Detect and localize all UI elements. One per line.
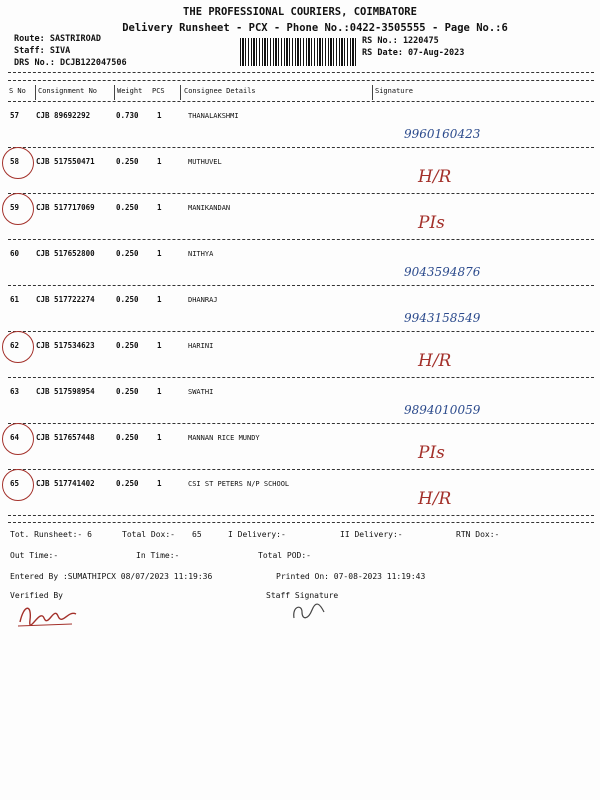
staff-label: Staff: SIVA	[14, 46, 71, 56]
total-dox-value: 65	[192, 530, 202, 539]
col-header-consignment: Consignment No	[38, 87, 98, 95]
row-pcs: 1	[157, 433, 162, 442]
row-sno: 61	[10, 295, 20, 304]
divider	[8, 101, 594, 102]
row-weight: 0.250	[116, 203, 139, 212]
row-signature: H/R	[418, 489, 452, 509]
row-sno: 63	[10, 387, 20, 396]
row-consignee: MUTHUVEL	[188, 158, 222, 166]
row-signature: 9960160423	[404, 127, 481, 141]
row-pcs: 1	[157, 479, 162, 488]
i-delivery: I Delivery:-	[228, 530, 286, 539]
row-pcs: 1	[157, 203, 162, 212]
tot-runsheet: Tot. Runsheet:- 6	[10, 530, 92, 539]
rs-number: RS No.: 1220475	[362, 36, 439, 46]
row-signature: H/R	[418, 351, 452, 371]
row-consignment: CJB 89692292	[36, 111, 91, 120]
divider	[8, 72, 594, 73]
row-signature: PIs	[418, 213, 445, 233]
row-weight: 0.250	[116, 157, 139, 166]
total-pod: Total POD:-	[258, 551, 311, 560]
row-consignee: HARINI	[188, 342, 214, 350]
row-divider	[8, 147, 594, 148]
staff-signature-label: Staff Signature	[266, 591, 339, 600]
col-separator	[372, 85, 373, 100]
row-circle-mark	[2, 469, 34, 501]
row-consignment: CJB 517652800	[36, 249, 95, 258]
row-consignment: CJB 517534623	[36, 341, 95, 350]
row-weight: 0.250	[116, 341, 139, 350]
verifier-signature	[14, 600, 84, 630]
row-consignment: CJB 517657448	[36, 433, 95, 442]
row-consignee: DHANRAJ	[188, 296, 218, 304]
col-header-signature: Signature	[375, 87, 413, 95]
row-consignee: MANNAN RICE MUNDY	[188, 434, 260, 442]
row-consignment: CJB 517741402	[36, 479, 95, 488]
col-separator	[35, 85, 36, 100]
divider	[8, 80, 594, 81]
row-pcs: 1	[157, 249, 162, 258]
row-weight: 0.250	[116, 387, 139, 396]
drs-number: DRS No.: DCJB122047506	[14, 58, 127, 68]
row-consignee: CSI ST PETERS N/P SCHOOL	[188, 480, 290, 488]
col-header-pcs: PCS	[152, 87, 165, 95]
row-circle-mark	[2, 331, 34, 363]
row-divider	[8, 377, 594, 378]
row-divider	[8, 423, 594, 424]
row-signature: H/R	[418, 167, 452, 187]
row-circle-mark	[2, 423, 34, 455]
row-consignment: CJB 517598954	[36, 387, 95, 396]
row-weight: 0.250	[116, 249, 139, 258]
row-circle-mark	[2, 147, 34, 179]
route-label: Route: SASTRIROAD	[14, 34, 101, 44]
row-weight: 0.250	[116, 433, 139, 442]
row-sno: 65	[10, 479, 20, 488]
row-sno: 60	[10, 249, 20, 258]
entered-by: Entered By :SUMATHIPCX 08/07/2023 11:19:36	[10, 572, 213, 581]
document-subtitle: Delivery Runsheet - PCX - Phone No.:0422-3505555 - Page No.:6	[122, 22, 508, 34]
row-pcs: 1	[157, 387, 162, 396]
printed-on: Printed On: 07-08-2023 11:19:43	[276, 572, 426, 581]
divider	[8, 522, 594, 523]
row-signature: 9894010059	[404, 403, 481, 417]
verified-by: Verified By	[10, 591, 63, 600]
col-separator	[114, 85, 115, 100]
row-consignee: NITHYA	[188, 250, 214, 258]
barcode	[240, 38, 358, 66]
row-divider	[8, 331, 594, 332]
row-consignment: CJB 517550471	[36, 157, 95, 166]
row-signature: 9043594876	[404, 265, 481, 279]
row-divider	[8, 239, 594, 240]
rs-date: RS Date: 07-Aug-2023	[362, 48, 465, 58]
row-divider	[8, 193, 594, 194]
row-consignee: THANALAKSHMI	[188, 112, 239, 120]
col-separator	[180, 85, 181, 100]
row-signature: 9943158549	[404, 311, 481, 325]
row-consignment: CJB 517722274	[36, 295, 95, 304]
col-header-weight: Weight	[117, 87, 143, 95]
ii-delivery: II Delivery:-	[340, 530, 403, 539]
row-weight: 0.250	[116, 295, 139, 304]
row-divider	[8, 285, 594, 286]
row-pcs: 1	[157, 111, 162, 120]
document-title: THE PROFESSIONAL COURIERS, COIMBATORE	[183, 6, 417, 18]
row-sno: 58	[10, 157, 20, 166]
total-dox-label: Total Dox:-	[122, 530, 175, 539]
row-circle-mark	[2, 193, 34, 225]
row-pcs: 1	[157, 157, 162, 166]
row-signature: PIs	[418, 443, 445, 463]
row-sno: 64	[10, 433, 20, 442]
row-consignee: SWATHI	[188, 388, 214, 396]
row-sno: 59	[10, 203, 20, 212]
row-weight: 0.730	[116, 111, 139, 120]
row-consignment: CJB 517717069	[36, 203, 95, 212]
col-header-sno: S No	[9, 87, 26, 95]
rtn-dox: RTN Dox:-	[456, 530, 500, 539]
out-time: Out Time:-	[10, 551, 59, 560]
in-time: In Time:-	[136, 551, 180, 560]
row-sno: 62	[10, 341, 20, 350]
col-header-consignee: Consignee Details	[184, 87, 256, 95]
staff-signature	[288, 598, 332, 626]
row-sno: 57	[10, 111, 20, 120]
row-consignee: MANIKANDAN	[188, 204, 231, 212]
row-divider	[8, 469, 594, 470]
row-pcs: 1	[157, 341, 162, 350]
row-weight: 0.250	[116, 479, 139, 488]
row-divider	[8, 515, 594, 516]
row-pcs: 1	[157, 295, 162, 304]
